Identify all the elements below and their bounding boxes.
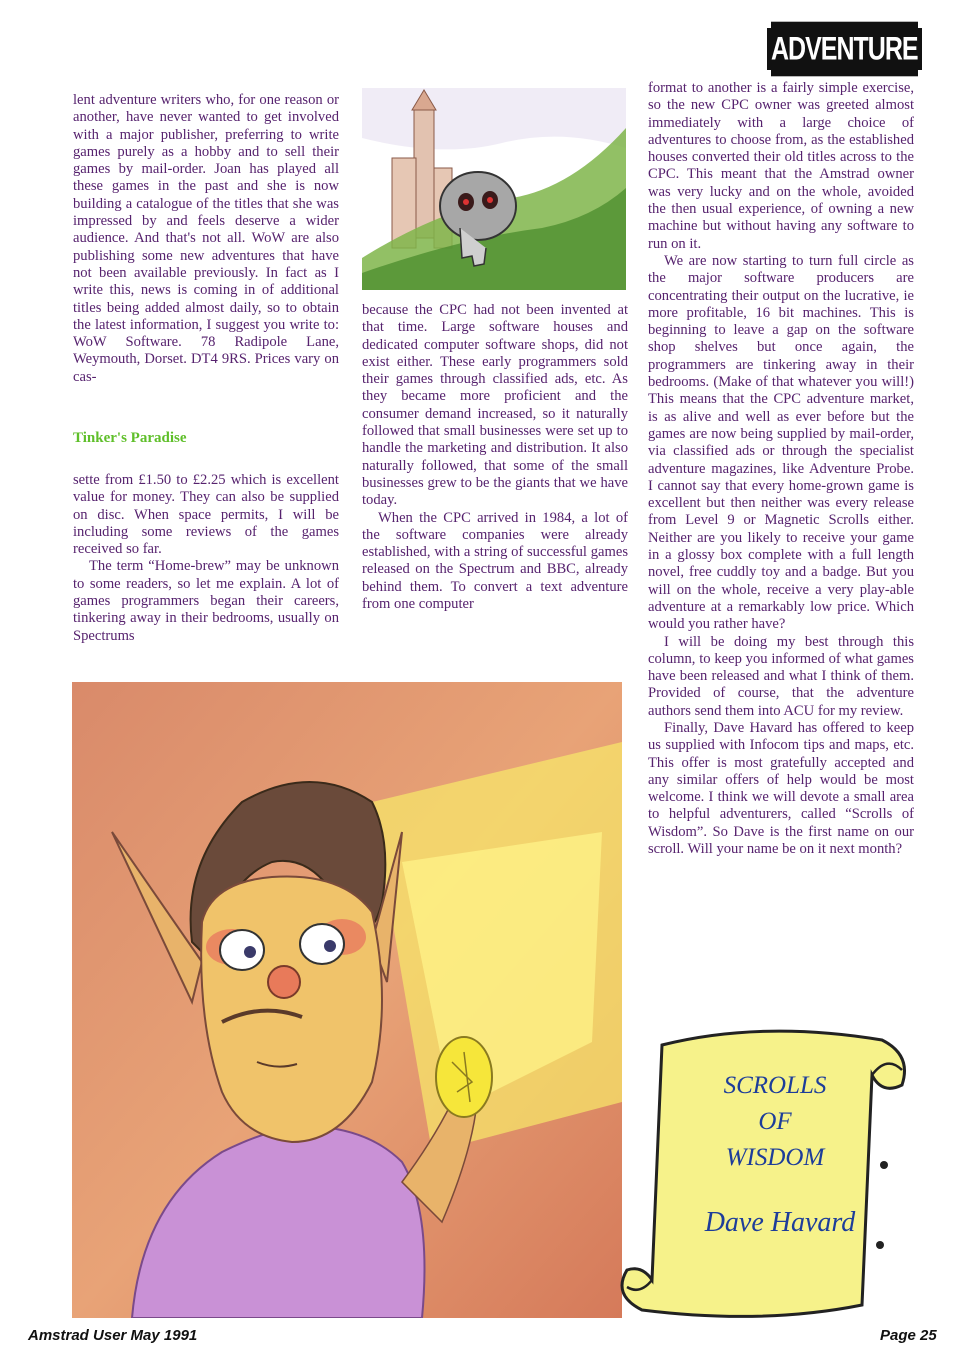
scroll-title-line: OF (758, 1108, 792, 1135)
column-3-paragraph: format to another is a fairly simple exercise, so the new CPC owner was greeted almost immediately with a large choice of adventures to choose from, as the established houses converted their old titles across to the CPC. This meant that the Amstrad owner was very lucky and on the whole, avoided the then usual experience, of owning a new machine but without having any software to run on it. (648, 80, 914, 252)
scroll-title-line: WISDOM (725, 1144, 825, 1171)
column-1-paragraph: The term “Home-brew” may be unknown to some readers, so let me explain. A lot of games programmers began their careers, tinkering away in their bedrooms, usually on Spectrums (73, 558, 339, 644)
column-3-paragraph: I will be doing my best through this column, to keep you informed of what games have been released and what I think of them. Provided of course, that the adventure authors send them into ACU for my review. (648, 633, 914, 719)
section-tag-right-bracket (918, 28, 922, 70)
subheading: Tinker's Paradise (73, 430, 187, 446)
column-2-paragraph: When the CPC arrived in 1984, a lot of the software companies were already established, with a string of successful games released on the Spectrum and BBC, already behind them. To convert a text adventure from one computer (362, 509, 628, 613)
section-tag (767, 28, 918, 70)
column-1-upper (73, 92, 339, 386)
column-1-paragraph: lent adventure writers who, for one reason or another, have never wanted to get involved with a major publisher, preferring to write games purely as a hobby and to sell their games by mail-order. Joan has played all these games in the past and she is now building a catalogue of the titles that she was impressed by and feels deserve a wider audience. And that's not all. WoW are also publishing some new adventures that have not been available previously. In fact as I write this, news is coming in of additional titles being added almost daily, so to obtain the latest information, I suggest you write to: WoW Software. 78 Radipole Lane, Weymouth, Dorset. DT4 9RS. Prices vary on cas- (73, 92, 339, 385)
column-1-lower (73, 472, 339, 645)
section-tag-label: ADVENTURE (771, 22, 918, 77)
scroll-title (695, 1068, 855, 1176)
scroll-contributor-name: Dave Havard (704, 1207, 856, 1238)
column-2-paragraph: because the CPC had not been invented at that time. Large software houses and dedicated computer software shops, did not exist either. These early programmers sold their games through classified ads, etc. As they became more proficient and the consumer demand increased, so it naturally followed that small businesses were set up to handle the marketing and distribution. It also naturally followed, that some of the small businesses grew to be the giants that we have today. (362, 302, 628, 509)
footer-page-number: Page 25 (880, 1327, 937, 1344)
scroll-title-line: SCROLLS (723, 1072, 827, 1099)
column-3-paragraph: We are now starting to turn full circle as the major software producers are concentrating their output on the lucrative, ie more profitable, 16 bit machines. This is beginning to leave a gap on the software shop shelves but once again, the programmers are tinkering away in their bedrooms. (Make of that whatever you will!) This means that the CPC adventure market, is as alive and well as ever before but the games are now being supplied by mail-order, via classified ads or through the specialist adventure magazines, like Adventure Probe. I cannot say that every home-grown game is excellent but then neither was every release from Level 9 or Magnetic Scrolls either. Neither are you likely to receive your game in a glossy box complete with a full length novel, free cuddly toy and a badge. But you will on the whole, receive a very play-able adventure at a remarkably low price. Which would you rather have? (648, 252, 914, 633)
column-1-paragraph: sette from £1.50 to £2.25 which is excellent value for money. They can also be supplied on disc. When space permits, I will be including some reviews of the games received so far. (73, 472, 339, 558)
column-2 (362, 302, 628, 613)
footer-publication: Amstrad User May 1991 (28, 1327, 198, 1344)
column-3-paragraph: Finally, Dave Havard has offered to keep us supplied with Infocom tips and maps, etc. This offer is most gratefully accepted and any similar offers of help would be most welcome. I think we will devote a small area to helpful adventurers, called “Scrolls of Wisdom”. So Dave is the first name on our scroll. Will your name be on it next month? (648, 719, 914, 858)
elf-illustration (72, 682, 622, 1318)
castle-skull-illustration (362, 88, 626, 290)
column-3 (648, 80, 914, 858)
